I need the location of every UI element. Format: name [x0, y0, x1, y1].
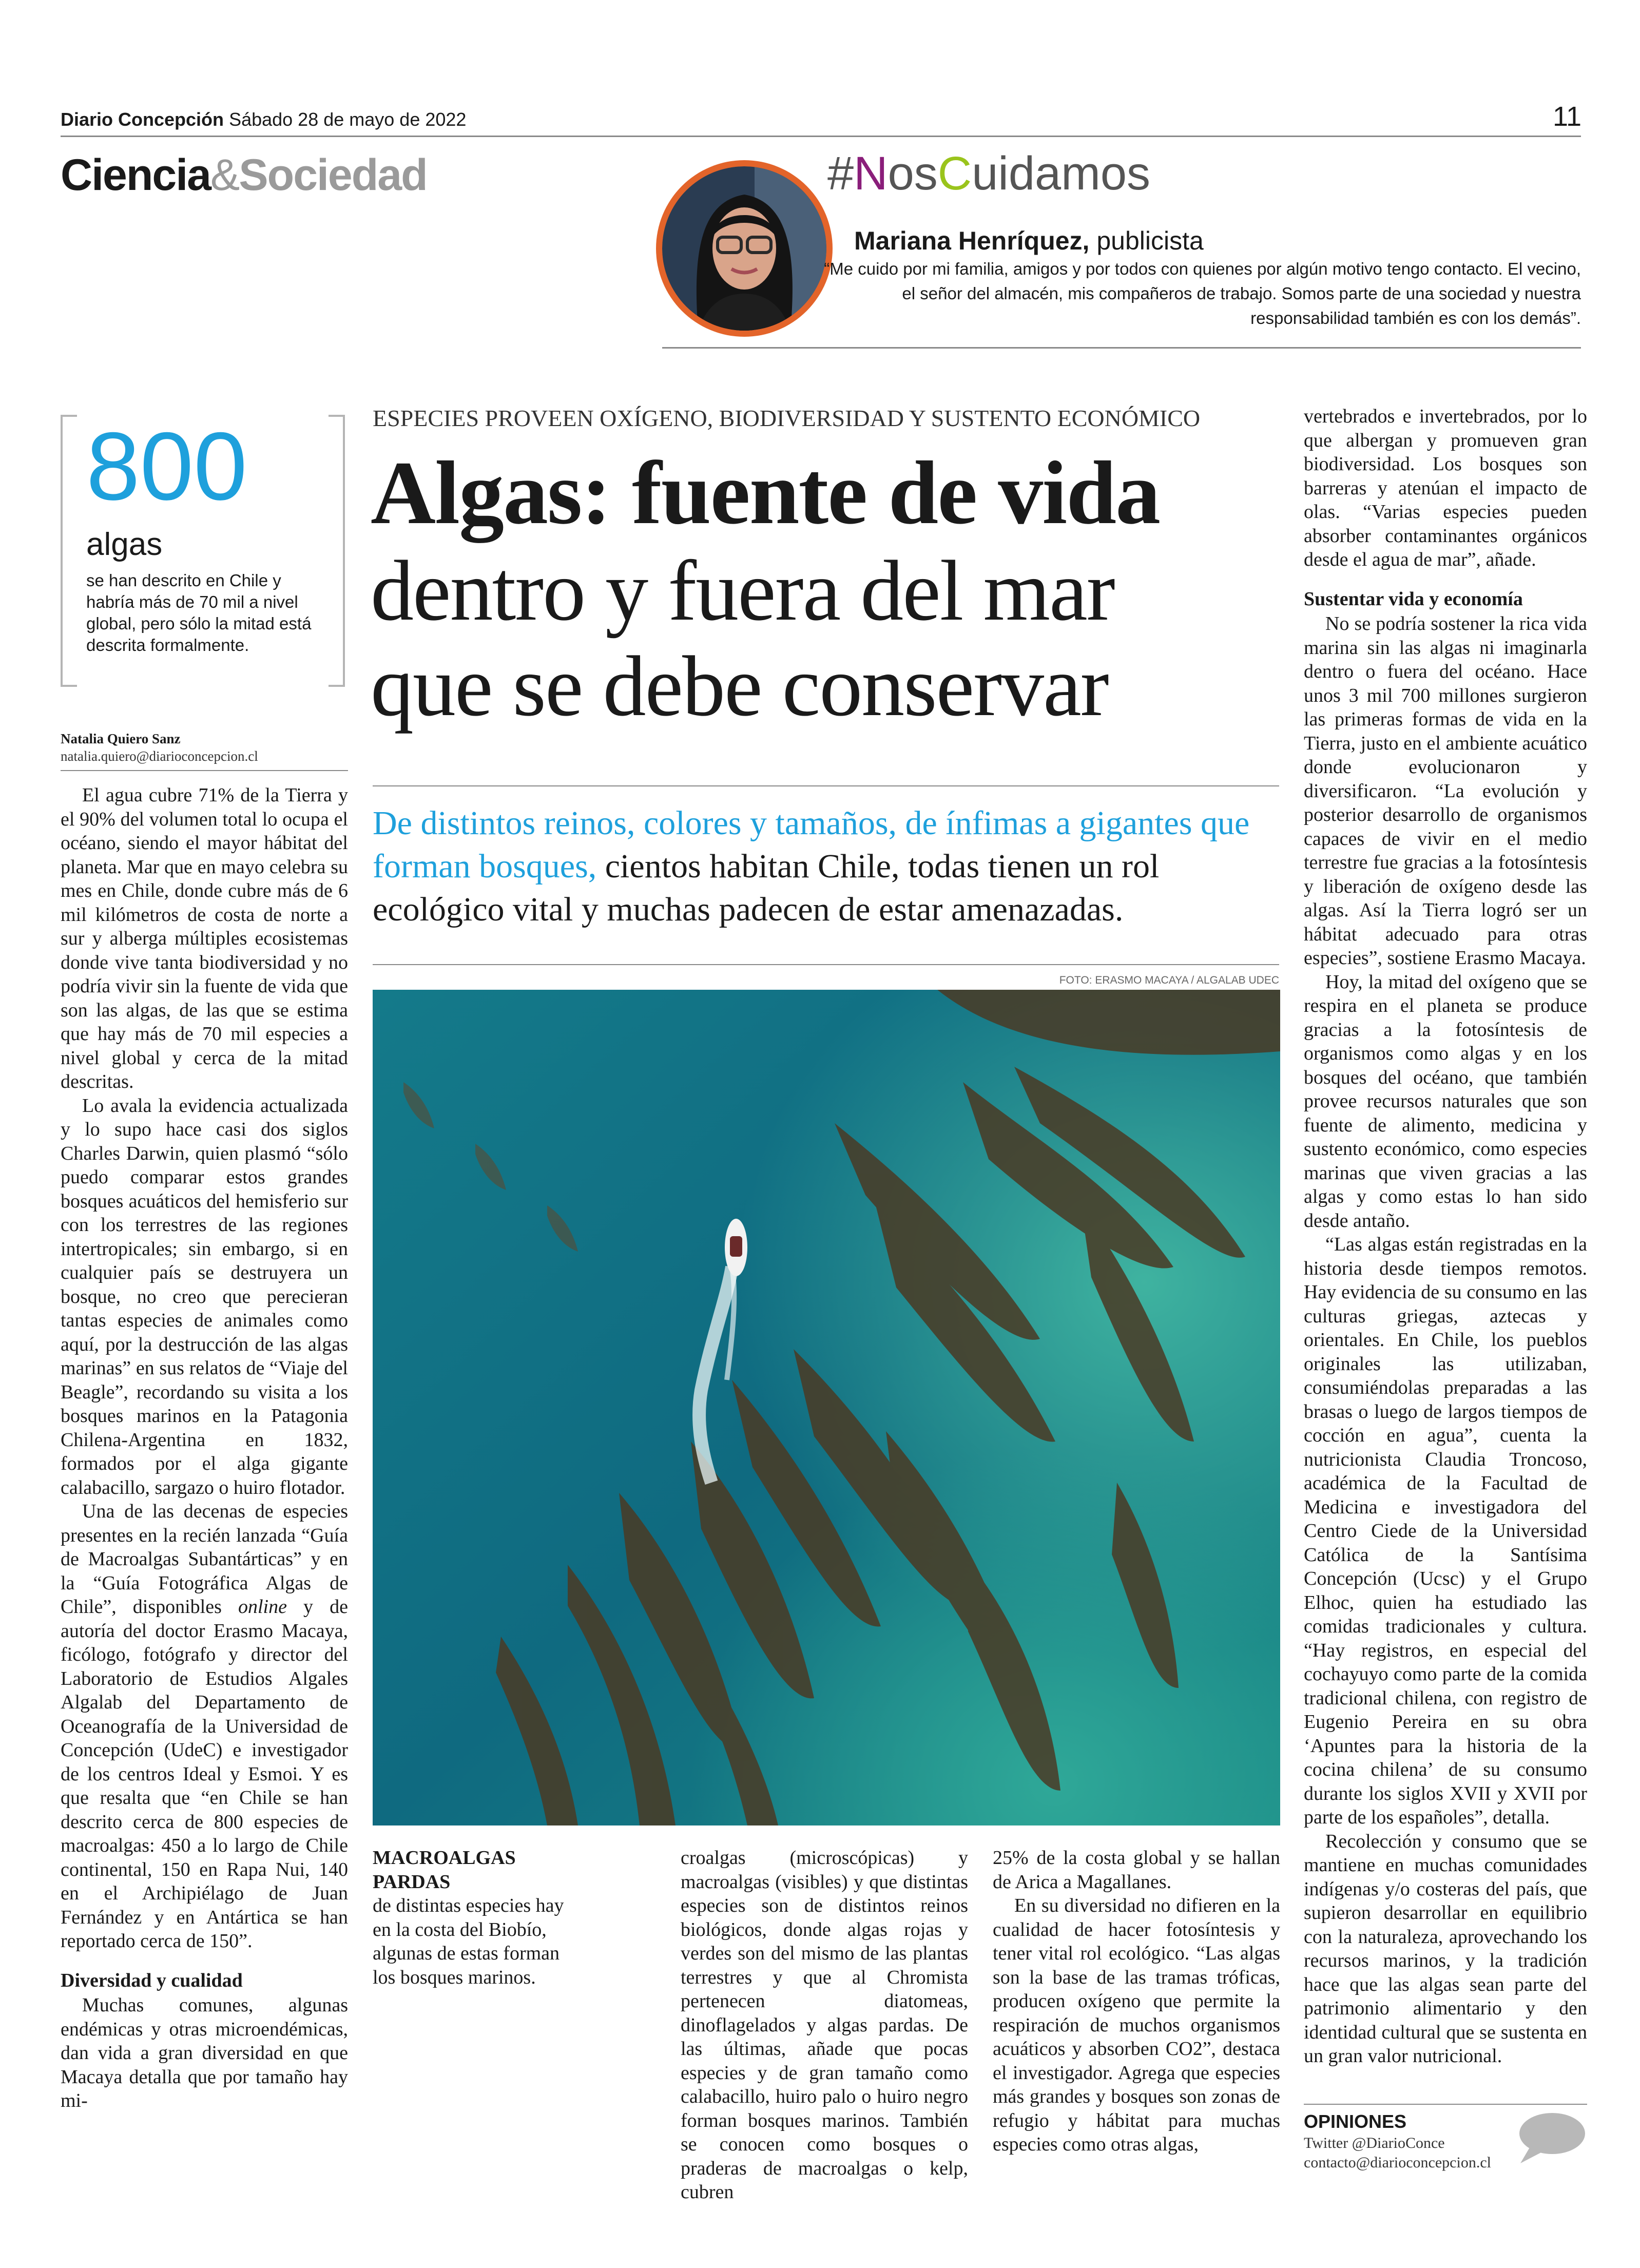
subhead-diversidad: Diversidad y cualidad	[61, 1969, 243, 1991]
c1-p3-online: online	[238, 1596, 287, 1618]
c1-paragraph-4: Muchas comunes, algunas endémicas y otras microendémicas, dan vida a gran diversidad en que Macaya detalla que por tamaño hay mi-	[61, 1994, 348, 2111]
campaign-hashtag	[827, 147, 1150, 201]
masthead-line	[61, 109, 466, 130]
caption-text: de distintas especies hay en la costa del Biobío, algunas de estas forman los bosques marinos.	[373, 1895, 564, 1988]
lead-black: cientos habitan Chile, todas tienen un rol ecológico vital y muchas padecen de estar amenazadas.	[373, 848, 1160, 928]
caption-paragraph	[373, 1846, 578, 1989]
article-column-2	[681, 1846, 968, 2204]
c1-paragraph-2: Lo avala la evidencia actualizada y lo supo hace casi dos siglos Charles Darwin, quien plasmó “sólo puedo comparar estos grandes bosques acuáticos del hemisferio sur con los terrestres de las regiones intertropicales; sin embargo, si en cualquier país se destruyera un bosque, no creo que perecieran tantas especies de animales como aquí, por la destrucción de las algas marinas” en sus relatos de “Viaje del Beagle”, recordando su visita a los bosques marinos en la Patagonia Chilena-Argentina en 1832, formados por el alga gigante calabacillo, sargazo o huiro flotador.	[61, 1094, 348, 1498]
hashtag-n: N	[854, 147, 888, 200]
hashtag-os: os	[887, 147, 938, 200]
opinions-twitter[interactable]: Twitter @DiarioConce	[1304, 2135, 1445, 2151]
article-column-1	[61, 783, 348, 2113]
section-title-a: Ciencia	[61, 150, 210, 200]
paper-name: Diario Concepción	[61, 109, 224, 130]
opinions-rule	[1304, 2104, 1587, 2105]
lead-rule	[373, 964, 1279, 965]
avatar-portrait	[662, 166, 826, 331]
c4-paragraph-3: Hoy, la mitad del oxígeno que se respira en el planeta se produce gracias a la fotosíntesis de organismos como algas y en los bosques del océano, que también provee recursos naturales que son fuente de alimento, medicina y sustento económico, como especies marinas que viven gracias a las algas y como estas lo han sido desde antaño.	[1304, 971, 1587, 1232]
page-number: 11	[1553, 101, 1582, 132]
headline-rule	[373, 785, 1279, 786]
section-title-b: Sociedad	[239, 150, 427, 200]
avatar	[656, 160, 833, 337]
headline-bold: Algas: fuente de vida	[371, 443, 1160, 543]
c1-p3-text-b: y de autoría del doctor Erasmo Macaya, ficólogo, fotógrafo y director del Laboratorio de Estudios Algales Algalab del Departamento de Oceanografía de la Universidad de Concepción (UdeC) e investigador de los centros Ideal y Esmoi. Y es que resalta que “en Chile se han descrito cerca de 800 especies de macroalgas: 450 a lo largo de Chile continental, 150 en Rapa Nui, 140 en el Archipiélago de Juan Fernández y en Antártica se han reportado cerca de 150”.	[61, 1596, 348, 1952]
hashtag-rest: uidamos	[972, 147, 1150, 200]
c4-paragraph-1: vertebrados e invertebrados, por lo que albergan y promueven gran biodiversidad. Los bosques son barreras y atenúan el impacto de olas. “Varias especies pueden absorber contaminantes orgánicos desde el agua de mar”, añade.	[1304, 406, 1587, 570]
issue-date: Sábado 28 de mayo de 2022	[229, 109, 467, 130]
article-kicker: ESPECIES PROVEEN OXÍGENO, BIODIVERSIDAD Y SUSTENTO ECONÓMICO	[373, 405, 1201, 431]
c4-paragraph-5: Recolección y consumo que se mantiene en muchas comunidades indígenas y/o costeras del país, que supieron desarrollar en equilibrio con la naturaleza, aprovechando los recursos marinos, y la tradición hace que las algas sean parte del patrimonio alimentario y den identidad cultural que se sustenta en un gran valor nutricional.	[1304, 1830, 1587, 2067]
subhead-sustentar: Sustentar vida y economía	[1304, 588, 1523, 610]
factbox-text: se han descrito en Chile y habría más de 70 mil a nivel global, pero sólo la mitad está descrita formalmente.	[86, 571, 312, 655]
photo-caption	[373, 1846, 578, 1989]
c1-paragraph-3	[61, 1500, 348, 1953]
c3-paragraph-1: 25% de la costa global y se hallan de Arica a Magallanes.	[993, 1847, 1280, 1893]
c2-paragraph-1: croalgas (microscópicas) y macroalgas (visibles) y que distintas especies son de distintos reinos biológicos, donde algas rojas y verdes son del mismo de las plantas terrestres y que al Chromista pertenecen diatomeas, dinoflagelados y algas pardas. De las últimas, añade que pocas especies y de gran tamaño como calabacillo, huiro palo o huiro negro forman bosques marinos. También se conocen como bosques o praderas de macroalgas o kelp, cubren	[681, 1847, 968, 2203]
factbox-bracket-left	[61, 415, 77, 687]
c1-p3-text-a: Una de las decenas de especies presentes en la recién lanzada “Guía de Macroalgas Subantárticas” y en la “Guía Fotográfica Algas de Chile”, disponibles	[61, 1501, 348, 1618]
photo-credit: FOTO: ERASMO MACAYA / ALGALAB UDEC	[1059, 974, 1279, 986]
factbox-unit: algas	[86, 527, 163, 562]
factbox-number: 800	[86, 412, 247, 520]
person-role: publicista	[1089, 226, 1204, 255]
campaign-quote: “Me cuido por mi familia, amigos y por todos con quienes por algún motivo tengo contacto. El vecino, el señor del almacén, mis compañeros de trabajo. Somos parte de una sociedad y nuestra responsabilidad también es con los demás”.	[824, 259, 1581, 328]
section-title-amp: &	[210, 150, 239, 200]
byline-email: natalia.quiero@diarioconcepcion.cl	[61, 748, 258, 764]
caption-title: MACROALGAS PARDAS	[373, 1847, 516, 1893]
opinions-email[interactable]: contacto@diarioconcepcion.cl	[1304, 2154, 1491, 2171]
c3-paragraph-2: En su diversidad no difieren en la cualidad de hacer fotosíntesis y tener vital rol ecológico. “Las algas son la base de las tramas tróficas, producen oxígeno que permite la respiración de muchos organismos acuáticos y absorben CO2”, destaca el investigador. Agrega que especies más grandes y bosques son zonas de refugio y hábitat para muchas especies como otras algas,	[993, 1895, 1280, 2155]
factbox-bracket-right	[329, 415, 345, 687]
c1-paragraph-1: El agua cubre 71% de la Tierra y el 90% del volumen total lo ocupa el océano, siendo el mayor hábitat del planeta. Mar que en mayo celebra su mes en Chile, donde cubre más de 6 mil kilómetros de costa de norte a sur y alberga múltiples ecosistemas donde vive tanta biodiversidad y no podría vivir sin la fuente de vida que son las algas, de las que se estima que hay más de 70 mil especies a nivel global y cerca de la mitad descritas.	[61, 784, 348, 1092]
kelp-photo	[373, 990, 1280, 1825]
kelp-photo-art	[373, 990, 1280, 1825]
c4-paragraph-2: No se podría sostener la rica vida marina sin las algas ni imaginarla dentro o fuera del océano. Hace unos 3 mil 700 millones surgieron las primeras formas de vida en la Tierra, justo en el ambiente acuático donde evolucionaron y diversificaron. “La evolución y posterior desarrollo de organismos capaces de vivir en el medio terrestre fue gracias a la fotosíntesis y liberación de oxígeno desde las algas. Así la Tierra logró ser un hábitat adecuado para otras especies”, sostiene Erasmo Macaya.	[1304, 613, 1587, 969]
headline-line-2: dentro y fuera del mar	[371, 543, 1114, 639]
section-title	[61, 150, 427, 201]
c4-paragraph-4: “Las algas están registradas en la historia desde tiempos remotos. Hay evidencia de su consumo en las culturas griegas, aztecas y orientales. En Chile, los pueblos originales las utilizaban, consumiéndolas preparadas a las brasas o luego de largos tiempos de cocción en agua”, cuenta la nutricionista Claudia Troncoso, académica de la Facultad de Medicina e investigadora del Centro Ciede de la Universidad Católica de la Santísima Concepción (Ucsc) y el Grupo Elhoc, quien ha estudiado las comidas tradicionales y cultura. “Hay registros, en especial del cochayuyo como parte de la comida tradicional chilena, con registro de Eugenio Pereira en su obra ‘Apuntes para la historia de la cocina chilena’ de su consumo durante los siglos XVII y XVII por parte de los españoles”, detalla.	[1304, 1234, 1587, 1828]
article-lead	[373, 802, 1279, 931]
speech-bubble-icon	[1515, 2110, 1587, 2166]
header-rule	[61, 136, 1581, 137]
hashtag-hash: #	[827, 147, 854, 200]
person-name: Mariana Henríquez,	[854, 226, 1090, 255]
campaign-rule	[662, 347, 1581, 349]
byline-author: Natalia Quiero Sanz	[61, 731, 181, 746]
campaign-person	[854, 226, 1204, 256]
article-column-4	[1304, 405, 1587, 2068]
hashtag-c: C	[937, 147, 972, 200]
lead-blue: De distintos reinos, colores y tamaños, de ínfimas a gigantes que forman bosques,	[373, 804, 1250, 885]
boat-icon	[725, 1219, 747, 1276]
opinions-title: OPINIONES	[1304, 2111, 1407, 2132]
article-column-3	[993, 1846, 1280, 2157]
byline-rule	[61, 770, 348, 771]
headline-line-3: que se debe conservar	[371, 639, 1108, 734]
speech-bubble-shape	[1515, 2110, 1587, 2166]
